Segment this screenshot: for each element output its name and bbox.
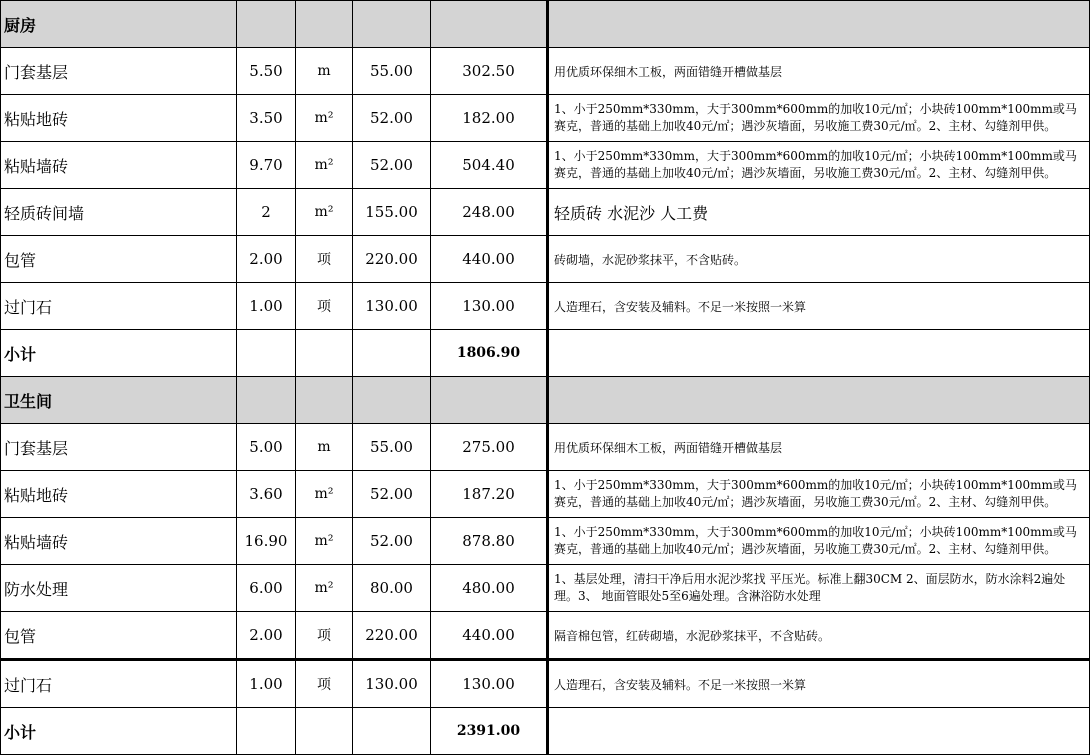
item-amount: 248.00 <box>431 189 548 236</box>
section-title: 卫生间 <box>1 377 237 424</box>
item-unit: m² <box>296 189 353 236</box>
table-row <box>1 471 1090 518</box>
item-unit-price: 52.00 <box>353 142 431 189</box>
table-row <box>1 142 1090 189</box>
table-row <box>1 565 1090 612</box>
empty-cell <box>296 708 353 755</box>
item-amount: 302.50 <box>431 48 548 95</box>
item-unit-price: 130.00 <box>353 283 431 330</box>
item-unit: m² <box>296 142 353 189</box>
empty-cell <box>296 1 353 48</box>
item-name: 门套基层 <box>1 48 237 95</box>
item-quantity: 2 <box>237 189 296 236</box>
empty-cell <box>431 377 548 424</box>
table-row <box>1 612 1090 660</box>
item-description: 用优质环保细木工板，两面错缝开槽做基层 <box>548 424 1090 471</box>
item-quantity: 5.00 <box>237 424 296 471</box>
section-title: 厨房 <box>1 1 237 48</box>
empty-cell <box>548 377 1090 424</box>
empty-cell <box>353 377 431 424</box>
item-amount: 480.00 <box>431 565 548 612</box>
item-unit-price: 55.00 <box>353 48 431 95</box>
item-quantity: 9.70 <box>237 142 296 189</box>
item-unit: m² <box>296 518 353 565</box>
item-quantity: 1.00 <box>237 283 296 330</box>
item-unit: 项 <box>296 660 353 708</box>
subtotal-label: 小计 <box>1 708 237 755</box>
item-name: 粘贴地砖 <box>1 95 237 142</box>
subtotal-label: 小计 <box>1 330 237 377</box>
empty-cell <box>548 708 1090 755</box>
item-unit-price: 220.00 <box>353 612 431 660</box>
empty-cell <box>237 330 296 377</box>
item-unit: m <box>296 48 353 95</box>
table-row <box>1 424 1090 471</box>
item-amount: 440.00 <box>431 236 548 283</box>
item-amount: 130.00 <box>431 283 548 330</box>
subtotal-row <box>1 708 1090 755</box>
item-unit-price: 130.00 <box>353 660 431 708</box>
empty-cell <box>237 708 296 755</box>
item-name: 粘贴墙砖 <box>1 142 237 189</box>
item-unit-price: 80.00 <box>353 565 431 612</box>
section-header-row <box>1 1 1090 48</box>
item-description: 1、基层处理，清扫干净后用水泥沙浆找 平压光。标准上翻30CM 2、面层防水，防水涂料2遍处理。3、 地面管眼处5至6遍处理。含淋浴防水处理 <box>548 565 1090 612</box>
item-name: 包管 <box>1 236 237 283</box>
subtotal-row <box>1 330 1090 377</box>
item-name: 过门石 <box>1 283 237 330</box>
item-unit-price: 52.00 <box>353 518 431 565</box>
item-description: 1、小于250mm*330mm，大于300mm*600mm的加收10元/㎡；小块砖100mm*100mm或马赛克，普通的基础上加收40元/㎡；遇沙灰墙面，另收施工费30元/㎡。2、主材、勾缝剂甲供。 <box>548 142 1090 189</box>
item-description: 用优质环保细木工板，两面错缝开槽做基层 <box>548 48 1090 95</box>
empty-cell <box>296 330 353 377</box>
item-description: 人造理石，含安装及辅料。不足一米按照一米算 <box>548 283 1090 330</box>
empty-cell <box>548 1 1090 48</box>
item-unit-price: 52.00 <box>353 95 431 142</box>
subtotal-amount: 2391.00 <box>431 708 548 755</box>
table-row <box>1 236 1090 283</box>
table-row <box>1 95 1090 142</box>
item-quantity: 3.60 <box>237 471 296 518</box>
item-description: 人造理石，含安装及辅料。不足一米按照一米算 <box>548 660 1090 708</box>
item-amount: 182.00 <box>431 95 548 142</box>
item-unit-price: 220.00 <box>353 236 431 283</box>
section-header-row <box>1 377 1090 424</box>
table-row <box>1 189 1090 236</box>
item-quantity: 3.50 <box>237 95 296 142</box>
item-description: 轻质砖 水泥沙 人工费 <box>548 189 1090 236</box>
item-name: 包管 <box>1 612 237 660</box>
item-unit: 项 <box>296 612 353 660</box>
empty-cell <box>431 1 548 48</box>
item-quantity: 2.00 <box>237 612 296 660</box>
item-amount: 878.80 <box>431 518 548 565</box>
table-row <box>1 283 1090 330</box>
table-row <box>1 518 1090 565</box>
item-unit: 项 <box>296 236 353 283</box>
empty-cell <box>353 330 431 377</box>
item-quantity: 2.00 <box>237 236 296 283</box>
item-name: 门套基层 <box>1 424 237 471</box>
item-unit-price: 55.00 <box>353 424 431 471</box>
table-row <box>1 660 1090 708</box>
item-unit-price: 155.00 <box>353 189 431 236</box>
item-unit: m² <box>296 565 353 612</box>
empty-cell <box>353 708 431 755</box>
table-row <box>1 48 1090 95</box>
item-description: 隔音棉包管，红砖砌墙，水泥砂浆抹平，不含贴砖。 <box>548 612 1090 660</box>
empty-cell <box>353 1 431 48</box>
item-quantity: 16.90 <box>237 518 296 565</box>
item-description: 1、小于250mm*330mm，大于300mm*600mm的加收10元/㎡；小块砖100mm*100mm或马赛克，普通的基础上加收40元/㎡；遇沙灰墙面，另收施工费30元/㎡。2、主材、勾缝剂甲供。 <box>548 471 1090 518</box>
item-unit: 项 <box>296 283 353 330</box>
item-amount: 130.00 <box>431 660 548 708</box>
empty-cell <box>296 377 353 424</box>
item-name: 防水处理 <box>1 565 237 612</box>
item-amount: 275.00 <box>431 424 548 471</box>
item-amount: 187.20 <box>431 471 548 518</box>
item-description: 1、小于250mm*330mm，大于300mm*600mm的加收10元/㎡；小块砖100mm*100mm或马赛克，普通的基础上加收40元/㎡；遇沙灰墙面，另收施工费30元/㎡。2、主材、勾缝剂甲供。 <box>548 95 1090 142</box>
item-unit: m² <box>296 471 353 518</box>
item-amount: 504.40 <box>431 142 548 189</box>
empty-cell <box>548 330 1090 377</box>
item-name: 粘贴墙砖 <box>1 518 237 565</box>
item-amount: 440.00 <box>431 612 548 660</box>
empty-cell <box>237 377 296 424</box>
item-unit: m <box>296 424 353 471</box>
quote-table-body <box>1 1 1090 755</box>
item-description: 1、小于250mm*330mm，大于300mm*600mm的加收10元/㎡；小块砖100mm*100mm或马赛克，普通的基础上加收40元/㎡；遇沙灰墙面，另收施工费30元/㎡。2、主材、勾缝剂甲供。 <box>548 518 1090 565</box>
item-quantity: 1.00 <box>237 660 296 708</box>
item-name: 粘贴地砖 <box>1 471 237 518</box>
item-name: 轻质砖间墙 <box>1 189 237 236</box>
item-unit-price: 52.00 <box>353 471 431 518</box>
item-description: 砖砌墙，水泥砂浆抹平，不含贴砖。 <box>548 236 1090 283</box>
item-unit: m² <box>296 95 353 142</box>
empty-cell <box>237 1 296 48</box>
item-quantity: 5.50 <box>237 48 296 95</box>
subtotal-amount: 1806.90 <box>431 330 548 377</box>
item-name: 过门石 <box>1 660 237 708</box>
item-quantity: 6.00 <box>237 565 296 612</box>
